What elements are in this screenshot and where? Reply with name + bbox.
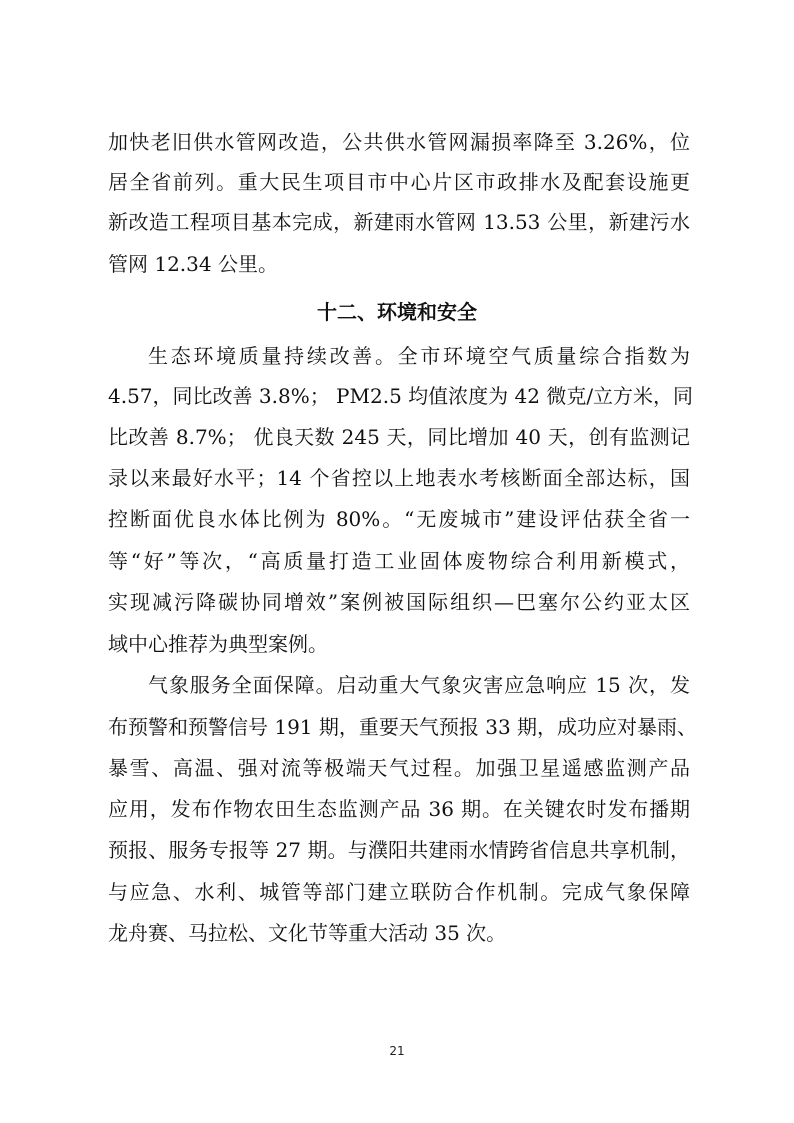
paragraph-text: 全市环境空气质量综合指数为 (397, 344, 691, 368)
text-line: 管网 12.34 公里。 (108, 252, 278, 276)
text-line: 居全省前列。重大民生项目市中心片区市政排水及配套设施更 (108, 170, 690, 194)
text-line: 录以来最好水平；14 个省控以上地表水考核断面全部达标，国 (108, 466, 690, 490)
text-line: 控断面优良水体比例为 80%。“无废城市”建设评估获全省一 (108, 507, 690, 531)
text-line (148, 673, 690, 697)
page-number: 21 (389, 1044, 405, 1058)
paragraph-text: 启动重大气象灾害应急响应 15 次，发 (336, 673, 690, 697)
text-line: 与应急、水利、城管等部门建立联防合作机制。完成气象保障 (108, 880, 690, 904)
text-line: 等“好”等次，“高质量打造工业固体废物综合利用新模式， (108, 549, 690, 573)
text-line: 预报、服务专报等 27 期。与濮阳共建雨水情跨省信息共享机制， (108, 838, 690, 862)
text-line: 域中心推荐为典型案例。 (108, 632, 328, 656)
text-line: 实现减污降碳协同增效”案例被国际组织—巴塞尔公约亚太区 (108, 590, 690, 614)
paragraph-lead: 气象服务全面保障。 (148, 673, 337, 697)
text-line: 比改善 8.7%； 优良天数 245 天，同比增加 40 天，创有监测记 (108, 425, 690, 449)
text-line: 龙舟赛、马拉松、文化节等重大活动 35 次。 (108, 921, 507, 945)
text-line: 加快老旧供水管网改造，公共供水管网漏损率降至 3.26%，位 (108, 130, 690, 154)
text-line: 暴雪、高温、强对流等极端天气过程。加强卫星遥感监测产品 (108, 756, 690, 780)
text-line (148, 344, 690, 368)
paragraph-lead: 生态环境质量持续改善。 (148, 344, 398, 368)
text-line: 新改造工程项目基本完成，新建雨水管网 13.53 公里，新建污水 (108, 210, 690, 234)
text-line: 应用，发布作物农田生态监测产品 36 期。在关键农时发布播期 (108, 797, 690, 821)
section-heading: 十二、环境和安全 (317, 300, 477, 324)
text-line: 布预警和预警信号 191 期，重要天气预报 33 期，成功应对暴雨、 (108, 715, 698, 739)
text-line: 4.57，同比改善 3.8%； PM2.5 均值浓度为 42 微克/立方米，同 (108, 384, 694, 408)
